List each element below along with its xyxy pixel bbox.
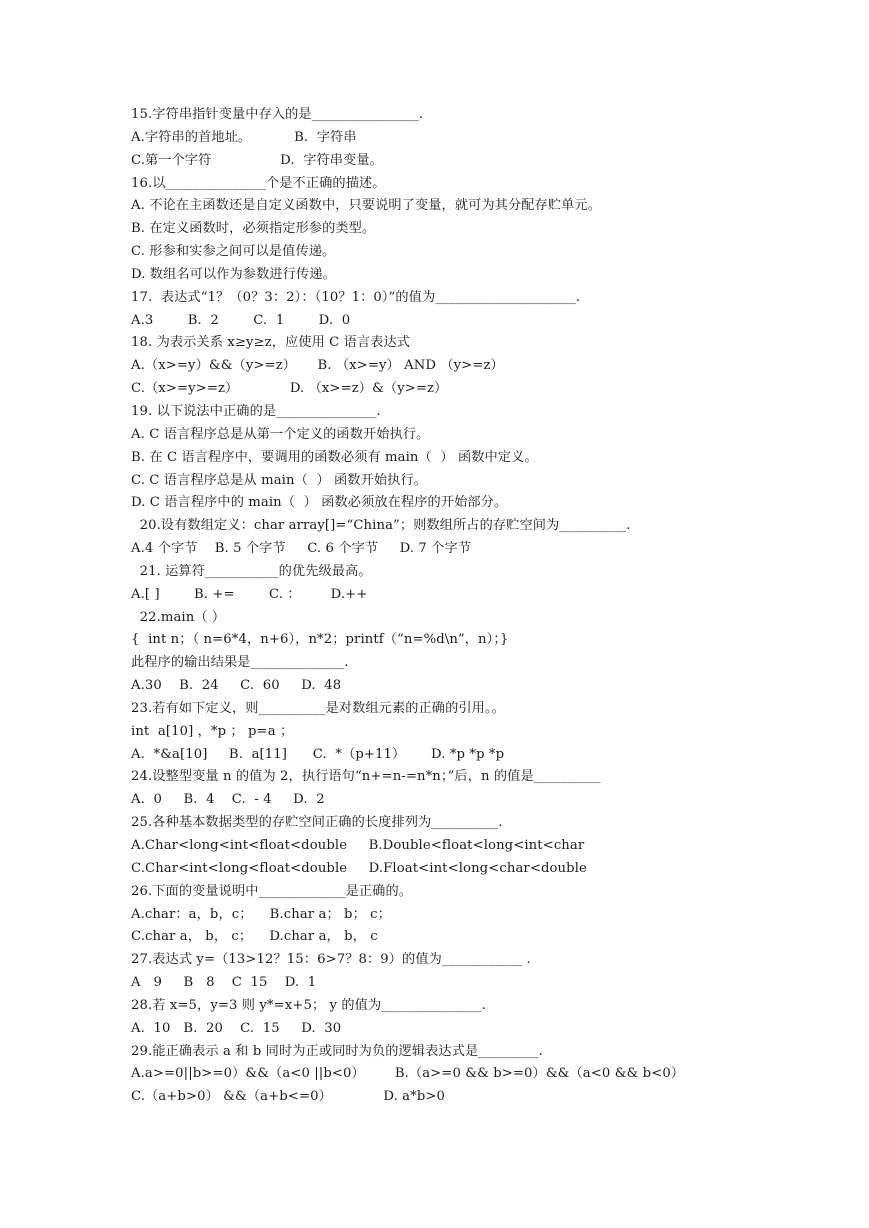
question-26-options-cd: C.char a， b， c； D.char a， b， c [131,929,378,945]
question-19-option-d: D. C 语言程序中的 main（ ） 函数必须放在程序的开始部分。 [131,495,508,511]
question-17-options: A.3 B. 2 C. 1 D. 0 [131,312,351,328]
question-18-options-cd: C.（x>=y>=z） D. （x>=z）&（y>=z） [131,381,448,397]
question-21-options: A.[ ] B. += C. ： D.++ [131,586,368,602]
question-25-options-ab: A.Char<long<int<float<double B.Double<float<long<int<char [131,838,585,853]
question-20-options: A.4 个字节 B. 5 个字节 C. 6 个字节 D. 7 个字节 [131,541,472,557]
question-18-stem: 18. 为表示关系 x≥y≥z，应使用 C 语言表达式 [131,335,411,351]
question-22-stem: 22.main（ ） [131,609,226,625]
question-27-stem: 27.表达式 y=（13>12？15：6>7？8：9）的值为____________ . [131,952,531,968]
question-16-stem: 16.以_______________个是不正确的描述。 [131,175,386,191]
question-25-options-cd: C.Char<int<long<float<double D.Float<int<long<char<double [131,860,587,876]
question-23-stem: 23.若有如下定义，则__________是对数组元素的正确的引用。。 [131,700,505,716]
question-15-stem: 15.字符串指针变量中存入的是________________. [131,107,424,122]
question-18-options-ab: A.（x>=y）&&（y>=z） B. （x>=y） AND （y>=z） [131,358,504,374]
question-29-options-cd: C.（a+b>0） &&（a+b<=0） D. a*b>0 [131,1089,445,1105]
question-19-option-c: C. C 语言程序总是从 main（ ） 函数开始执行。 [131,472,428,488]
question-15-options-ab: A.字符串的首地址。 B. 字符串 [131,129,357,145]
question-23-options: A. *&a[10] B. a[11] C. *（p+11） D. *p *p *p [131,746,505,762]
question-16-option-a: A. 不论在主函数还是自定义函数中，只要说明了变量，就可为其分配存贮单元。 [131,198,601,214]
question-29-stem: 29.能正确表示 a 和 b 同时为正或同时为负的逻辑表达式是_________. [131,1043,543,1059]
question-24-options: A. 0 B. 4 C. - 4 D. 2 [131,792,325,808]
question-19-option-b: B. 在 C 语言程序中，要调用的函数必须有 main（ ） 函数中定义。 [131,449,538,465]
question-16-option-c: C. 形参和实参之间可以是值传递。 [131,244,336,260]
question-15-options-cd: C.第一个字符 D. 字符串变量。 [131,152,383,168]
question-29-options-ab: A.a>=0||b>=0）&&（a<0 ||b<0） B.（a>=0 && b>=0）&&（a<0 && b<0） [131,1066,685,1082]
question-22-code: { int n；（ n=6*4，n+6），n*2；printf（“n=%d\n”，n）；} [131,632,509,648]
question-list [131,104,831,1109]
question-22-prompt: 此程序的输出结果是______________. [131,655,349,671]
question-16-option-b: B. 在定义函数时，必须指定形参的类型。 [131,221,376,237]
question-22-options: A.30 B. 24 C. 60 D. 48 [131,678,342,694]
question-17-stem: 17. 表达式“1？（0？3：2）：（10？1：0）”的值为_____________________. [131,289,581,305]
question-20-stem: 20.设有数组定义：char array[]=“China”；则数组所占的存贮空间为__________. [131,518,631,534]
question-26-stem: 26.下面的变量说明中_____________是正确的。 [131,883,413,899]
question-19-stem: 19. 以下说法中正确的是_______________. [131,403,381,419]
question-26-options-ab: A.char：a，b，c； B.char a； b； c； [131,906,391,922]
question-19-option-a: A. C 语言程序总是从第一个定义的函数开始执行。 [131,426,430,442]
question-28-stem: 28.若 x=5，y=3 则 y*=x+5； y 的值为_______________. [131,997,486,1013]
question-23-code: int a[10] ，*p ； p=a ； [131,723,294,739]
question-24-stem: 24.设整型变量 n 的值为 2，执行语句“n+=n-=n*n；”后，n 的值是__________ [131,769,601,785]
question-27-options: A 9 B 8 C 15 D. 1 [131,975,317,991]
question-16-option-d: D. 数组名可以作为参数进行传递。 [131,266,336,282]
question-25-stem: 25.各种基本数据类型的存贮空间正确的长度排列为__________. [131,815,503,831]
question-21-stem: 21. 运算符___________的优先级最高。 [131,563,372,579]
question-28-options: A. 10 B. 20 C. 15 D. 30 [131,1020,342,1036]
